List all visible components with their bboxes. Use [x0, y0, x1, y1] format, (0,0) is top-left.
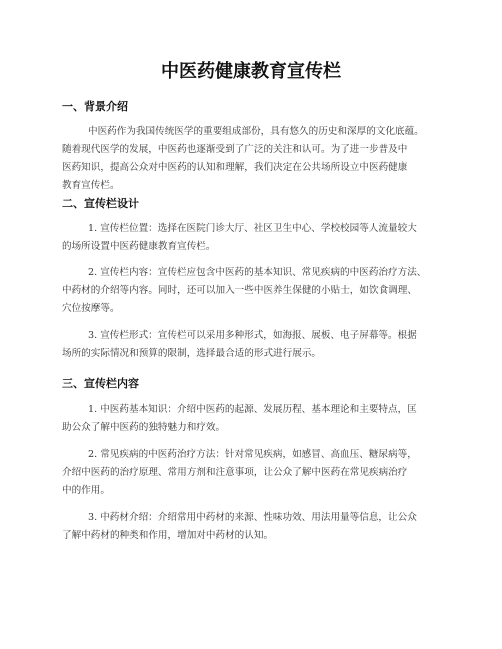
text-line: 中医药作为我国传统医学的重要组成部份，具有悠久的历史和深厚的文化底蕴。 [88, 126, 424, 137]
text-line: 中的作用。 [62, 485, 110, 496]
text-line: 的场所设置中医药健康教育宣传栏。 [62, 241, 216, 252]
text-line: 医药知识，提高公众对中医药的认知和理解，我们决定在公共场所设立中医药健康 [62, 162, 408, 173]
text-line: 随着现代医学的发展，中医药也逐渐受到了广泛的关注和认可。为了进一步普及中 [62, 144, 408, 155]
text-line: 场所的实际情况和预算的限制，选择最合适的形式进行展示。 [62, 348, 322, 359]
paragraph-location [62, 220, 452, 256]
paragraph-common-diseases [62, 446, 452, 500]
text-line: 1. 宣传栏位置：选择在医院门诊大厅、社区卫生中心、学校校园等人流量较大 [88, 223, 417, 234]
paragraph-basic-knowledge [62, 401, 452, 437]
text-line: 穴位按摩等。 [62, 303, 120, 314]
text-line: 了解中药材的种类和作用，增加对中药材的认知。 [62, 530, 274, 541]
text-line: 教育宣传栏。 [62, 180, 120, 191]
paragraph-background [62, 123, 452, 195]
paragraph-herbs [62, 509, 452, 545]
text-line: 3. 宣传栏形式：宣传栏可以采用多种形式，如海报、展板、电子屏幕等。根据 [88, 330, 417, 341]
section-heading-contents: 三、宣传栏内容 [62, 377, 139, 390]
text-line: 2. 宣传栏内容：宣传栏应包含中医药的基本知识、常见疾病的中医药治疗方法、 [88, 267, 427, 278]
paragraph-form [62, 327, 452, 363]
text-line: 助公众了解中医药的独特魅力和疗效。 [62, 422, 226, 433]
text-line: 3. 中药材介绍：介绍常用中药材的来源、性味功效、用法用量等信息，让公众 [88, 512, 417, 523]
text-line: 2. 常见疾病的中医药治疗方法：针对常见疾病，如感冒、高血压、糖尿病等， [88, 449, 417, 460]
section-heading-background: 一、背景介绍 [62, 100, 128, 113]
text-line: 介绍中医药的治疗原理、常用方剂和注意事项，让公众了解中医药在常见疾病治疗 [62, 467, 408, 478]
text-line: 中药材的介绍等内容。同时，还可以加入一些中医养生保健的小贴士，如饮食调理、 [62, 285, 417, 296]
paragraph-content [62, 264, 452, 318]
text-line: 1. 中医药基本知识：介绍中医药的起源、发展历程、基本理论和主要特点，匡 [88, 404, 417, 415]
document-title: 中医药健康教育宣传栏 [161, 61, 341, 82]
section-heading-design: 二、宣传栏设计 [62, 197, 139, 210]
